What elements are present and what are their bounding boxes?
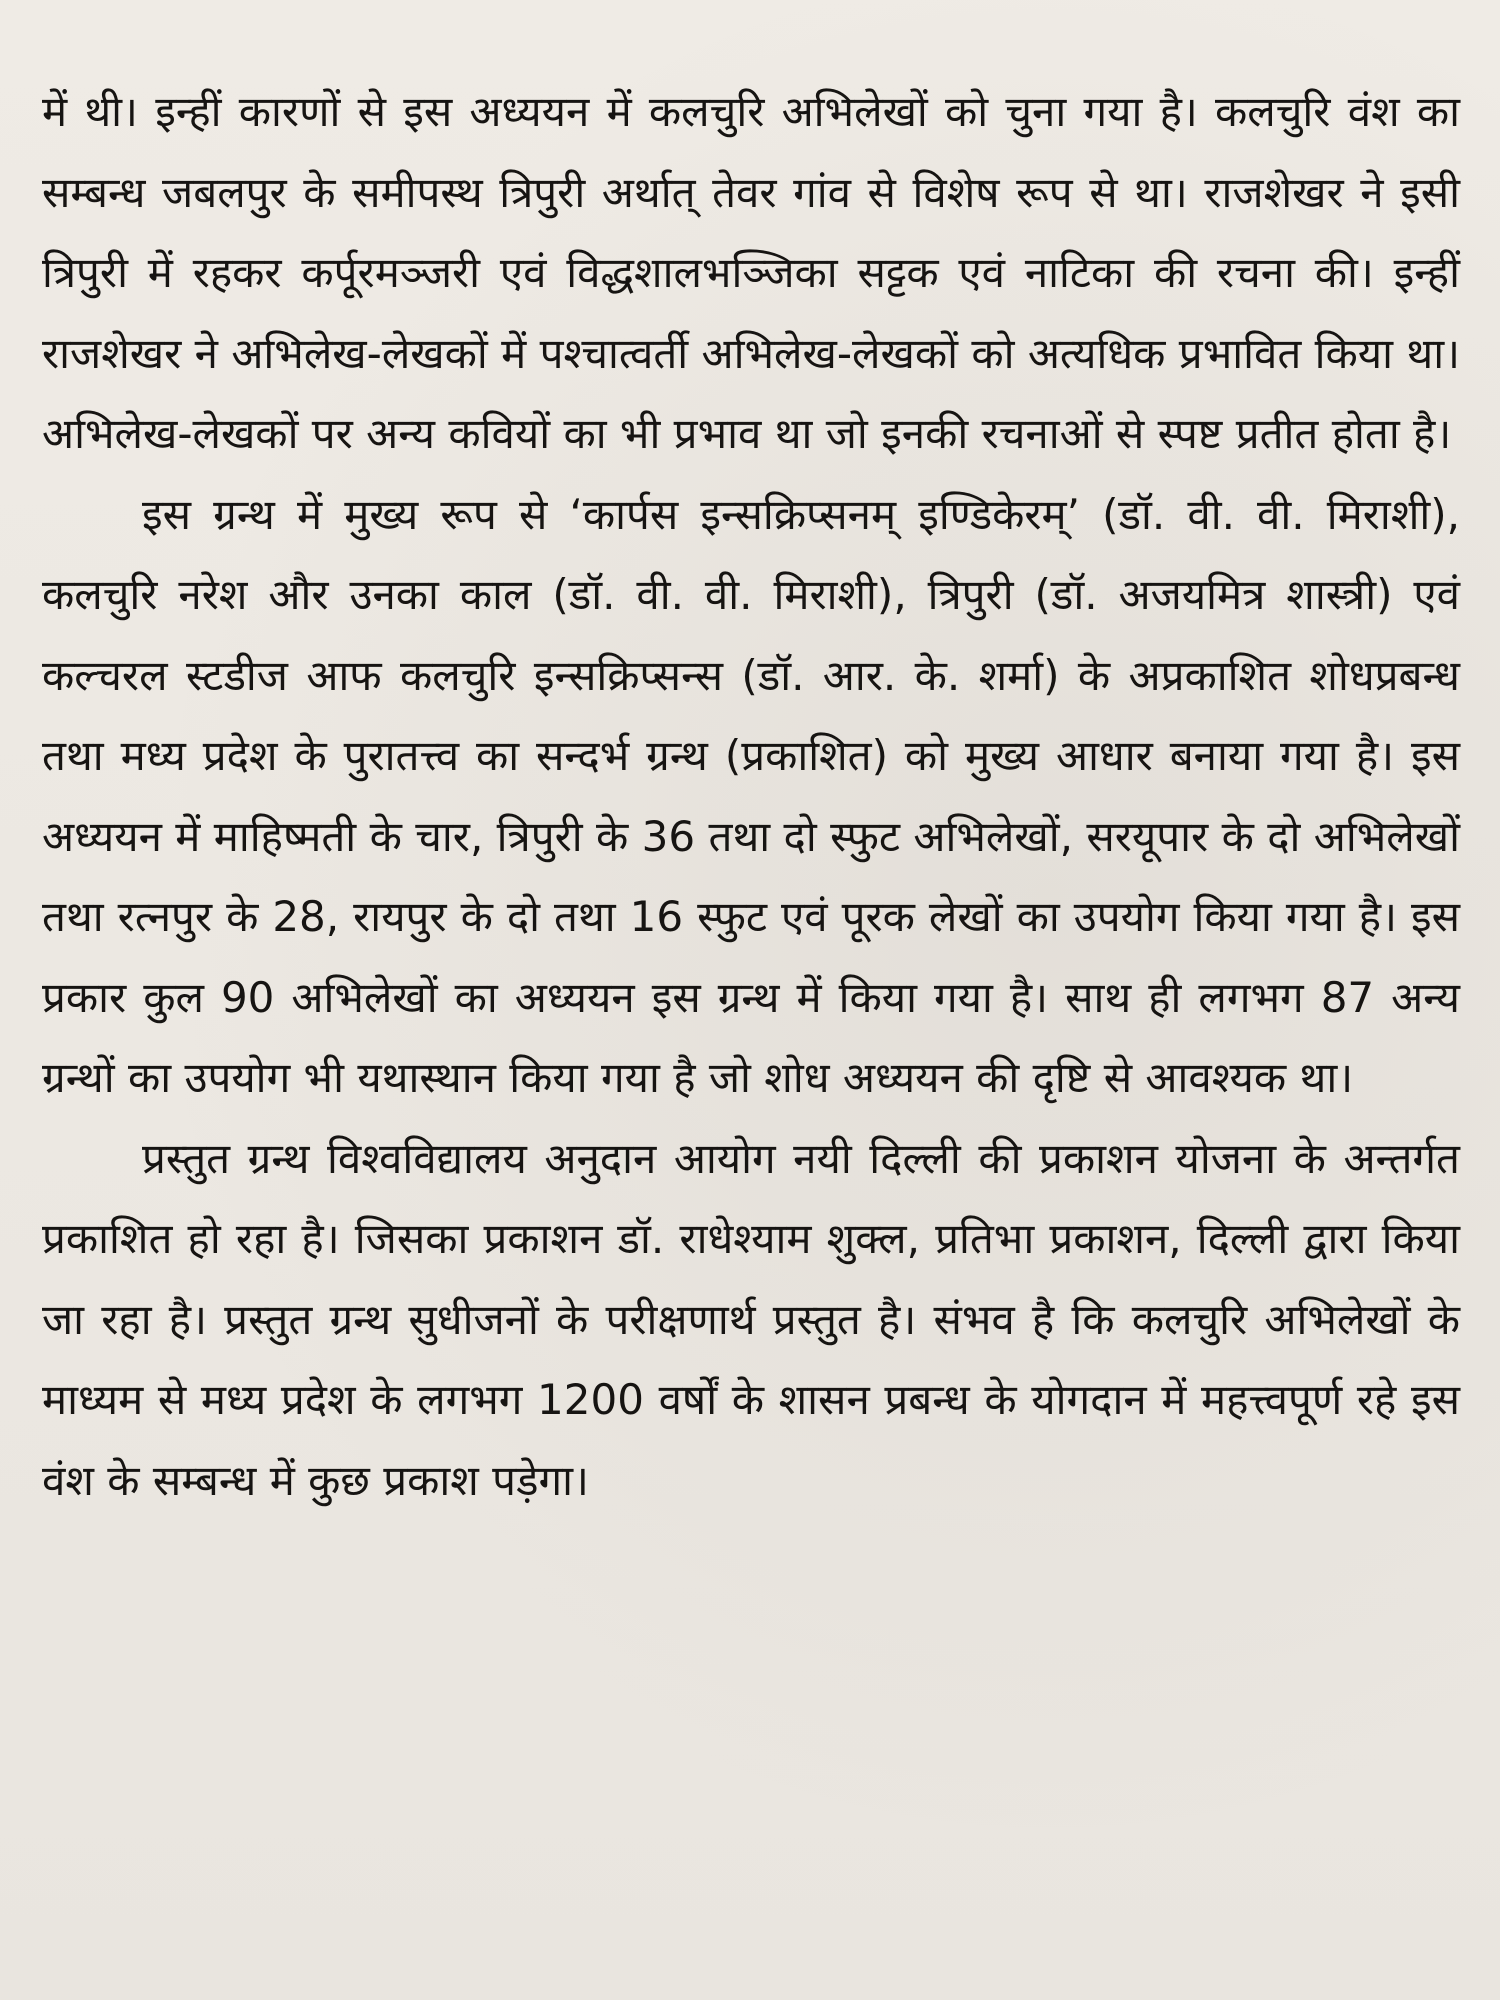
body-text xyxy=(42,72,1460,1521)
paragraph-intro: में थी। इन्हीं कारणों से इस अध्ययन में कलचुरि अभिलेखों को चुना गया है। कलचुरि वंश का सम्बन्ध जबलपुर के समीपस्थ त्रिपुरी अर्थात् तेवर गांव से विशेष रूप से था। राजशेखर ने इसी त्रिपुरी में रहकर कर्पूरमञ्जरी एवं विद्धशालभञ्जिका सट्टक एवं नाटिका की रचना की। इन्हीं राजशेखर ने अभिलेख-लेखकों में पश्चात्वर्ती अभिलेख-लेखकों को अत्यधिक प्रभावित किया था। अभिलेख-लेखकों पर अन्य कवियों का भी प्रभाव था जो इनकी रचनाओं से स्पष्ट प्रतीत होता है। xyxy=(42,87,1460,458)
paragraph-sources: इस ग्रन्थ में मुख्य रूप से ‘कार्पस इन्सक्रिप्सनम् इण्डिकेरम्’ (डॉ. वी. वी. मिराशी), कलचुरि नरेश और उनका काल (डॉ. वी. वी. मिराशी), त्रिपुरी (डॉ. अजयमित्र शास्त्री) एवं कल्चरल स्टडीज आफ कलचुरि इन्सक्रिप्सन्स (डॉ. आर. के. शर्मा) के अप्रकाशित शोधप्रबन्ध तथा मध्य प्रदेश के पुरातत्त्व का सन्दर्भ ग्रन्थ (प्रकाशित) को मुख्य आधार बनाया गया है। इस अध्ययन में माहिष्मती के चार, त्रिपुरी के 36 तथा दो स्फुट अभिलेखों, सरयूपार के दो अभिलेखों तथा रत्नपुर के 28, रायपुर के दो तथा 16 स्फुट एवं पूरक लेखों का उपयोग किया गया है। इस प्रकार कुल 90 अभिलेखों का अध्ययन इस ग्रन्थ में किया गया है। साथ ही लगभग 87 अन्य ग्रन्थों का उपयोग भी यथास्थान किया गया है जो शोध अध्ययन की दृष्टि से आवश्यक था। xyxy=(42,489,1460,1102)
paragraph-publication: प्रस्तुत ग्रन्थ विश्वविद्यालय अनुदान आयोग नयी दिल्ली की प्रकाशन योजना के अन्तर्गत प्रकाशित हो रहा है। जिसका प्रकाशन डॉ. राधेश्याम शुक्ल, प्रतिभा प्रकाशन, दिल्ली द्वारा किया जा रहा है। प्रस्तुत ग्रन्थ सुधीजनों के परीक्षणार्थ प्रस्तुत है। संभव है कि कलचुरि अभिलेखों के माध्यम से मध्य प्रदेश के लगभग 1200 वर्षों के शासन प्रबन्ध के योगदान में महत्त्वपूर्ण रहे इस वंश के सम्बन्ध में कुछ प्रकाश पड़ेगा। xyxy=(42,1133,1460,1505)
